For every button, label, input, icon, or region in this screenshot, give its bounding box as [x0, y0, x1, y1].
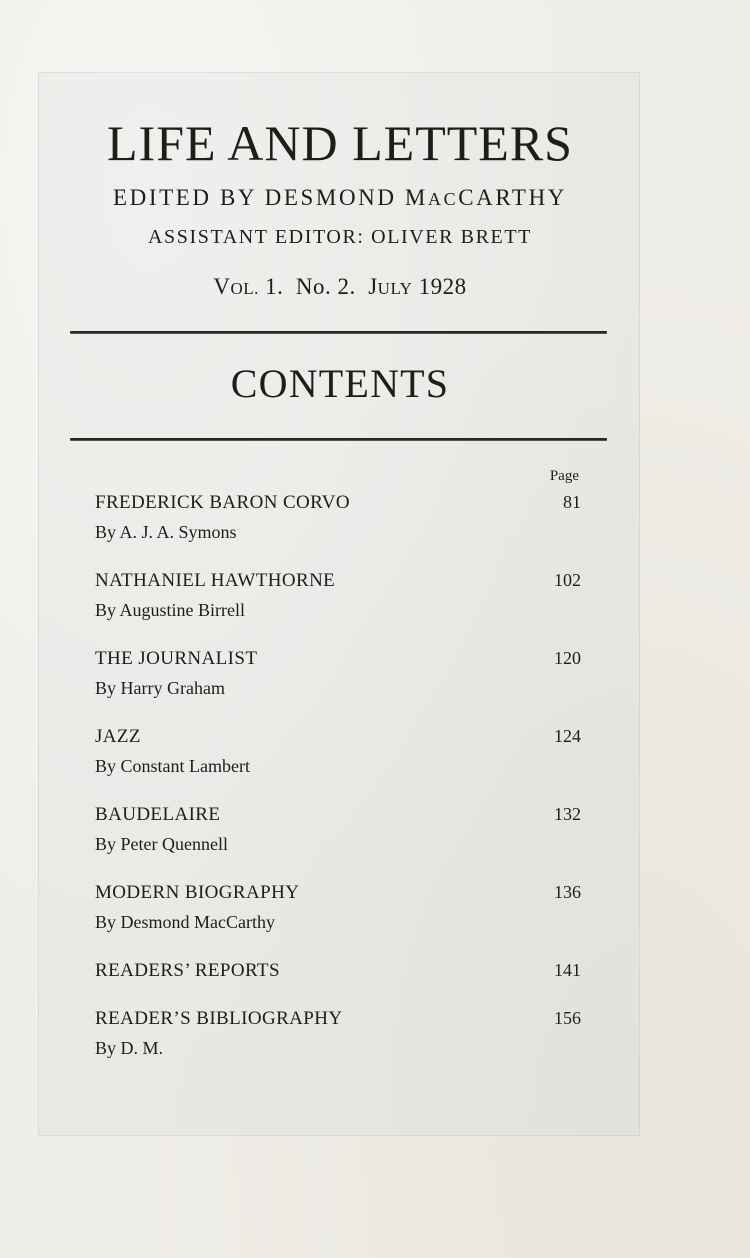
- assistant-editor-line: ASSISTANT EDITOR: OLIVER BRETT: [148, 226, 532, 248]
- contents-heading: CONTENTS: [230, 361, 450, 406]
- entry-author: By Peter Quennell: [95, 834, 228, 854]
- contents-entry: [95, 646, 581, 701]
- volume-initial: V: [213, 274, 231, 299]
- contents-entry: [95, 1006, 581, 1061]
- bottom-rule: [70, 438, 607, 441]
- entry-page-number: 124: [554, 726, 581, 746]
- editor-small-caps: AC: [427, 189, 459, 209]
- volume-number: 1. No. 2. J: [258, 274, 378, 299]
- editor-suffix: CARTHY: [458, 185, 567, 210]
- contents-entry: [95, 568, 581, 623]
- entry-author: By A. J. A. Symons: [95, 522, 237, 542]
- volume-year: 1928: [412, 274, 467, 299]
- entry-title: BAUDELAIRE: [95, 804, 221, 825]
- contents-entry: [95, 958, 581, 983]
- month-small-caps: ULY: [377, 279, 413, 298]
- entry-title: MODERN BIOGRAPHY: [95, 882, 300, 903]
- entry-author: By Desmond MacCarthy: [95, 912, 275, 932]
- entry-page-number: 81: [563, 492, 581, 512]
- journal-title: LIFE AND LETTERS: [107, 115, 573, 171]
- contents-entry: [95, 880, 581, 935]
- page-column-label: Page: [549, 468, 579, 484]
- editor-prefix: EDITED BY DESMOND M: [113, 185, 428, 210]
- entry-title: JAZZ: [95, 726, 141, 747]
- entry-author: By Augustine Birrell: [95, 600, 245, 620]
- contents-entry: [95, 724, 581, 779]
- entry-page-number: 120: [554, 648, 581, 668]
- entry-title: READERS’ REPORTS: [95, 960, 280, 981]
- entry-page-number: 102: [554, 570, 581, 590]
- entry-author: By D. M.: [95, 1038, 164, 1058]
- entry-page-number: 156: [554, 1008, 581, 1028]
- editor-line: [60, 185, 620, 211]
- entry-page-number: 136: [554, 882, 581, 902]
- entry-page-number: 141: [554, 960, 581, 980]
- top-rule: [70, 331, 607, 334]
- contents-entry: [95, 802, 581, 857]
- entry-title: FREDERICK BARON CORVO: [95, 492, 350, 513]
- entry-author: By Harry Graham: [95, 678, 225, 698]
- contents-entry: [95, 490, 581, 545]
- entry-author: By Constant Lambert: [95, 756, 250, 776]
- contents-list: [95, 490, 581, 1084]
- entry-title: NATHANIEL HAWTHORNE: [95, 570, 336, 591]
- entry-page-number: 132: [554, 804, 581, 824]
- volume-line: [60, 274, 620, 300]
- entry-title: READER’S BIBLIOGRAPHY: [95, 1008, 343, 1029]
- volume-small-caps: OL.: [230, 279, 259, 298]
- entry-title: THE JOURNALIST: [95, 648, 258, 669]
